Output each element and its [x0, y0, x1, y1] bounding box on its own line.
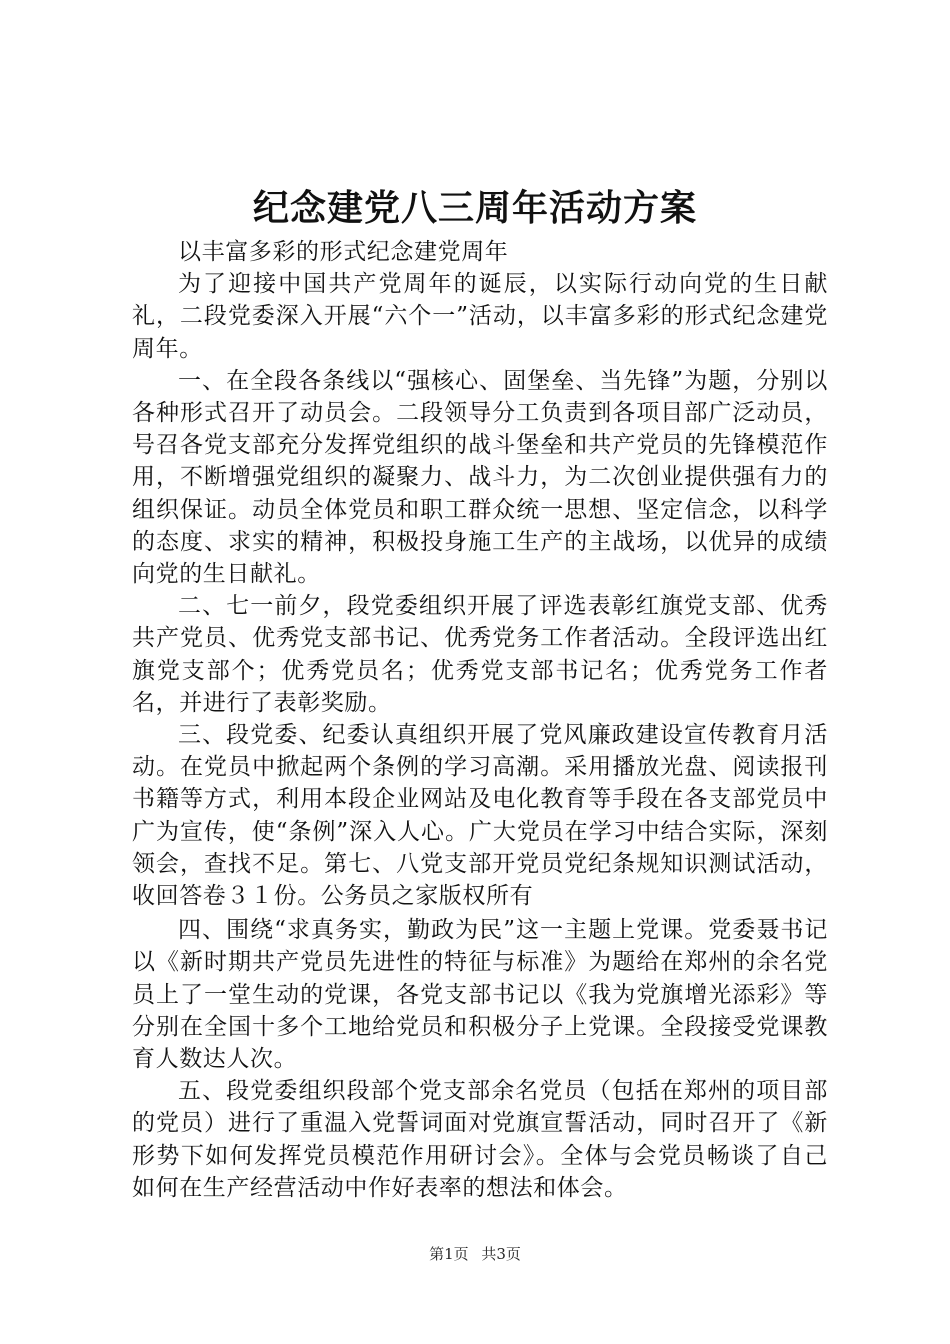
- paragraph-3: 三、段党委、纪委认真组织开展了党风廉政建设宣传教育月活动。在党员中掀起两个条例的学习高潮。采用播放光盘、阅读报刊书籍等方式，利用本段企业网站及电化教育等手段在各支部党员中广为宣传，使“条例”深入人心。广大党员在学习中结合实际，深刻领会，查找不足。第七、八党支部开党员党纪条规知识测试活动，收回答卷３１份。公务员之家版权所有: [132, 722, 828, 910]
- paragraph-5: 五、段党委组织段部个党支部余名党员（包括在郑州的项目部的党员）进行了重温入党誓词面对党旗宣誓活动，同时召开了《新形势下如何发挥党员模范作用研讨会》。全体与会党员畅谈了自己如何在生产经营活动中作好表率的想法和体会。: [132, 1078, 828, 1201]
- paragraph-intro: 为了迎接中国共产党周年的诞辰，以实际行动向党的生日献礼，二段党委深入开展“六个一”活动，以丰富多彩的形式纪念建党周年。: [132, 271, 828, 362]
- page-total: 共3页: [481, 1245, 521, 1263]
- page-footer: [0, 1244, 950, 1264]
- paragraph-4: 四、围绕“求真务实，勤政为民”这一主题上党课。党委聂书记以《新时期共产党员先进性的特征与标准》为题给在郑州的余名党员上了一堂生动的党课，各党支部书记以《我为党旗增光添彩》等分别在全国十多个工地给党员和积极分子上党课。全段接受党课教育人数达人次。: [132, 917, 828, 1073]
- paragraph-1: 一、在全段各条线以“强核心、固堡垒、当先锋”为题，分别以各种形式召开了动员会。二段领导分工负责到各项目部广泛动员，号召各党支部充分发挥党组织的战斗堡垒和共产党员的先锋模范作用，不断增强党组织的凝聚力、战斗力，为二次创业提供强有力的组织保证。动员全体党员和职工群众统一思想、坚定信念，以科学的态度、求实的精神，积极投身施工生产的主战场，以优异的成绩向党的生日献礼。: [132, 367, 828, 588]
- document-title: 纪念建党八三周年活动方案: [252, 187, 697, 229]
- page-number: 第1页: [429, 1245, 469, 1263]
- paragraph-subtitle: 以丰富多彩的形式纪念建党周年: [178, 239, 509, 265]
- document-body: [132, 236, 828, 1204]
- paragraph-2: 二、七一前夕，段党委组织开展了评选表彰红旗党支部、优秀共产党员、优秀党支部书记、优秀党务工作者活动。全段评选出红旗党支部个；优秀党员名；优秀党支部书记名；优秀党务工作者名，并进行了表彰奖励。: [132, 593, 828, 716]
